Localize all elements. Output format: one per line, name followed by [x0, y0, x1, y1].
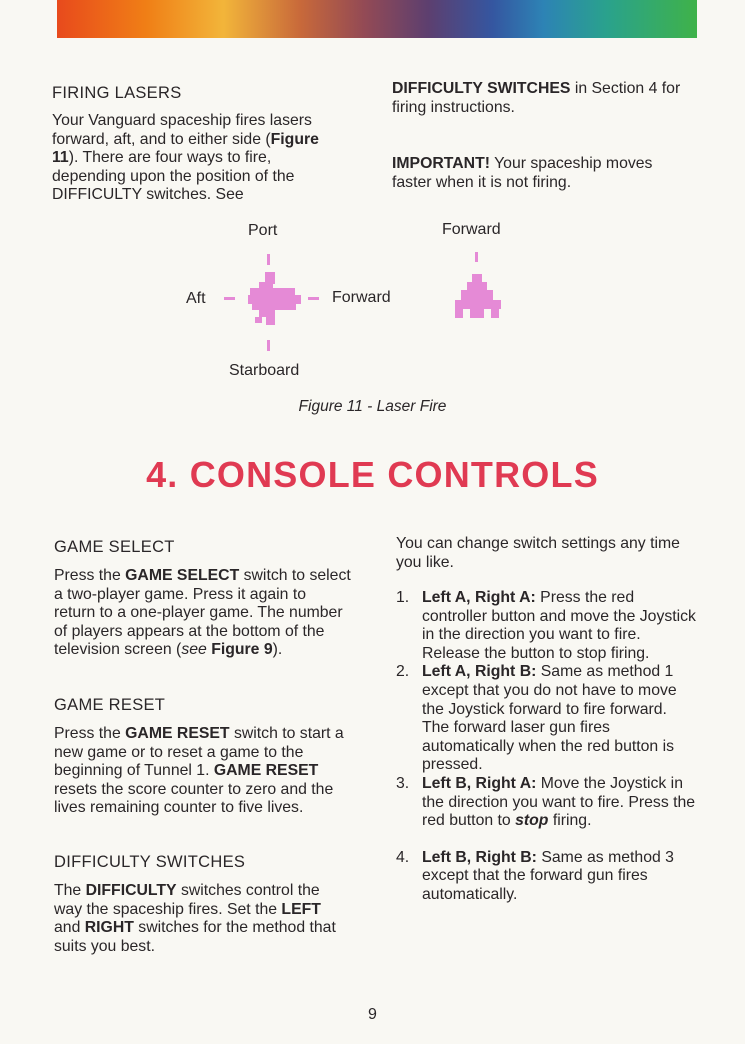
- forward-top-label: Forward: [442, 221, 501, 238]
- side-firing-ship-graphic: [222, 248, 324, 356]
- methods-intro: You can change switch settings any time you like.: [396, 535, 680, 571]
- game-reset-paragraph: Press the GAME RESET switch to start a new game or to reset a game to the beginning of Tunnel 1. GAME RESET resets the score counter to zero and the lives remaining counter to five lives.: [54, 725, 344, 817]
- game-select-heading: GAME SELECT: [54, 538, 175, 556]
- section-title: 4. CONSOLE CONTROLS: [146, 454, 599, 495]
- important-note: IMPORTANT! Your spaceship moves faster when it is not firing.: [392, 155, 653, 191]
- starboard-label: Starboard: [229, 362, 300, 379]
- firing-lasers-paragraph-left: Your Vanguard spaceship fires lasers forward, aft, and to either side (Figure 11). There are four ways to fire, depending upon the position of the DIFFICULTY switches. See: [52, 112, 319, 204]
- forward-firing-ship-graphic: [452, 248, 504, 324]
- port-label: Port: [248, 222, 278, 239]
- page-number: 9: [368, 1006, 377, 1023]
- game-select-paragraph: Press the GAME SELECT switch to select a two-player game. Press it again to return to a one-player game. The number of players appears at the bottom of the television screen (see Figure 9).: [54, 567, 351, 659]
- rainbow-header-bar: [57, 0, 697, 38]
- method-item: 3. Left B, Right A: Move the Joystick in the direction you want to fire. Press the red button to stop firing.: [396, 774, 696, 830]
- aft-label: Aft: [186, 290, 206, 307]
- method-item: 4. Left B, Right B: Same as method 3 except that the forward gun fires automatically.: [396, 848, 674, 903]
- method-item: 1. Left A, Right A: Press the red controller button and move the Joystick in the direction you want to fire. Release the button to stop firing.: [396, 589, 696, 662]
- difficulty-switches-paragraph: The DIFFICULTY switches control the way the spaceship fires. Set the LEFT and RIGHT switches for the method that suits you best.: [54, 882, 336, 955]
- game-reset-heading: GAME RESET: [54, 696, 166, 714]
- figure-11-caption: Figure 11 - Laser Fire: [298, 398, 447, 415]
- firing-methods-list: [396, 589, 696, 905]
- method-item: 2. Left A, Right B: Same as method 1 except that you do not have to move the Joystick forward to fire forward. The forward laser gun fires automatically when the red button is pressed.: [396, 663, 677, 774]
- forward-side-label: Forward: [332, 289, 391, 306]
- difficulty-switches-heading: DIFFICULTY SWITCHES: [54, 853, 246, 871]
- firing-lasers-paragraph-right: DIFFICULTY SWITCHES in Section 4 for firing instructions.: [392, 80, 681, 116]
- firing-lasers-heading: FIRING LASERS: [52, 84, 182, 102]
